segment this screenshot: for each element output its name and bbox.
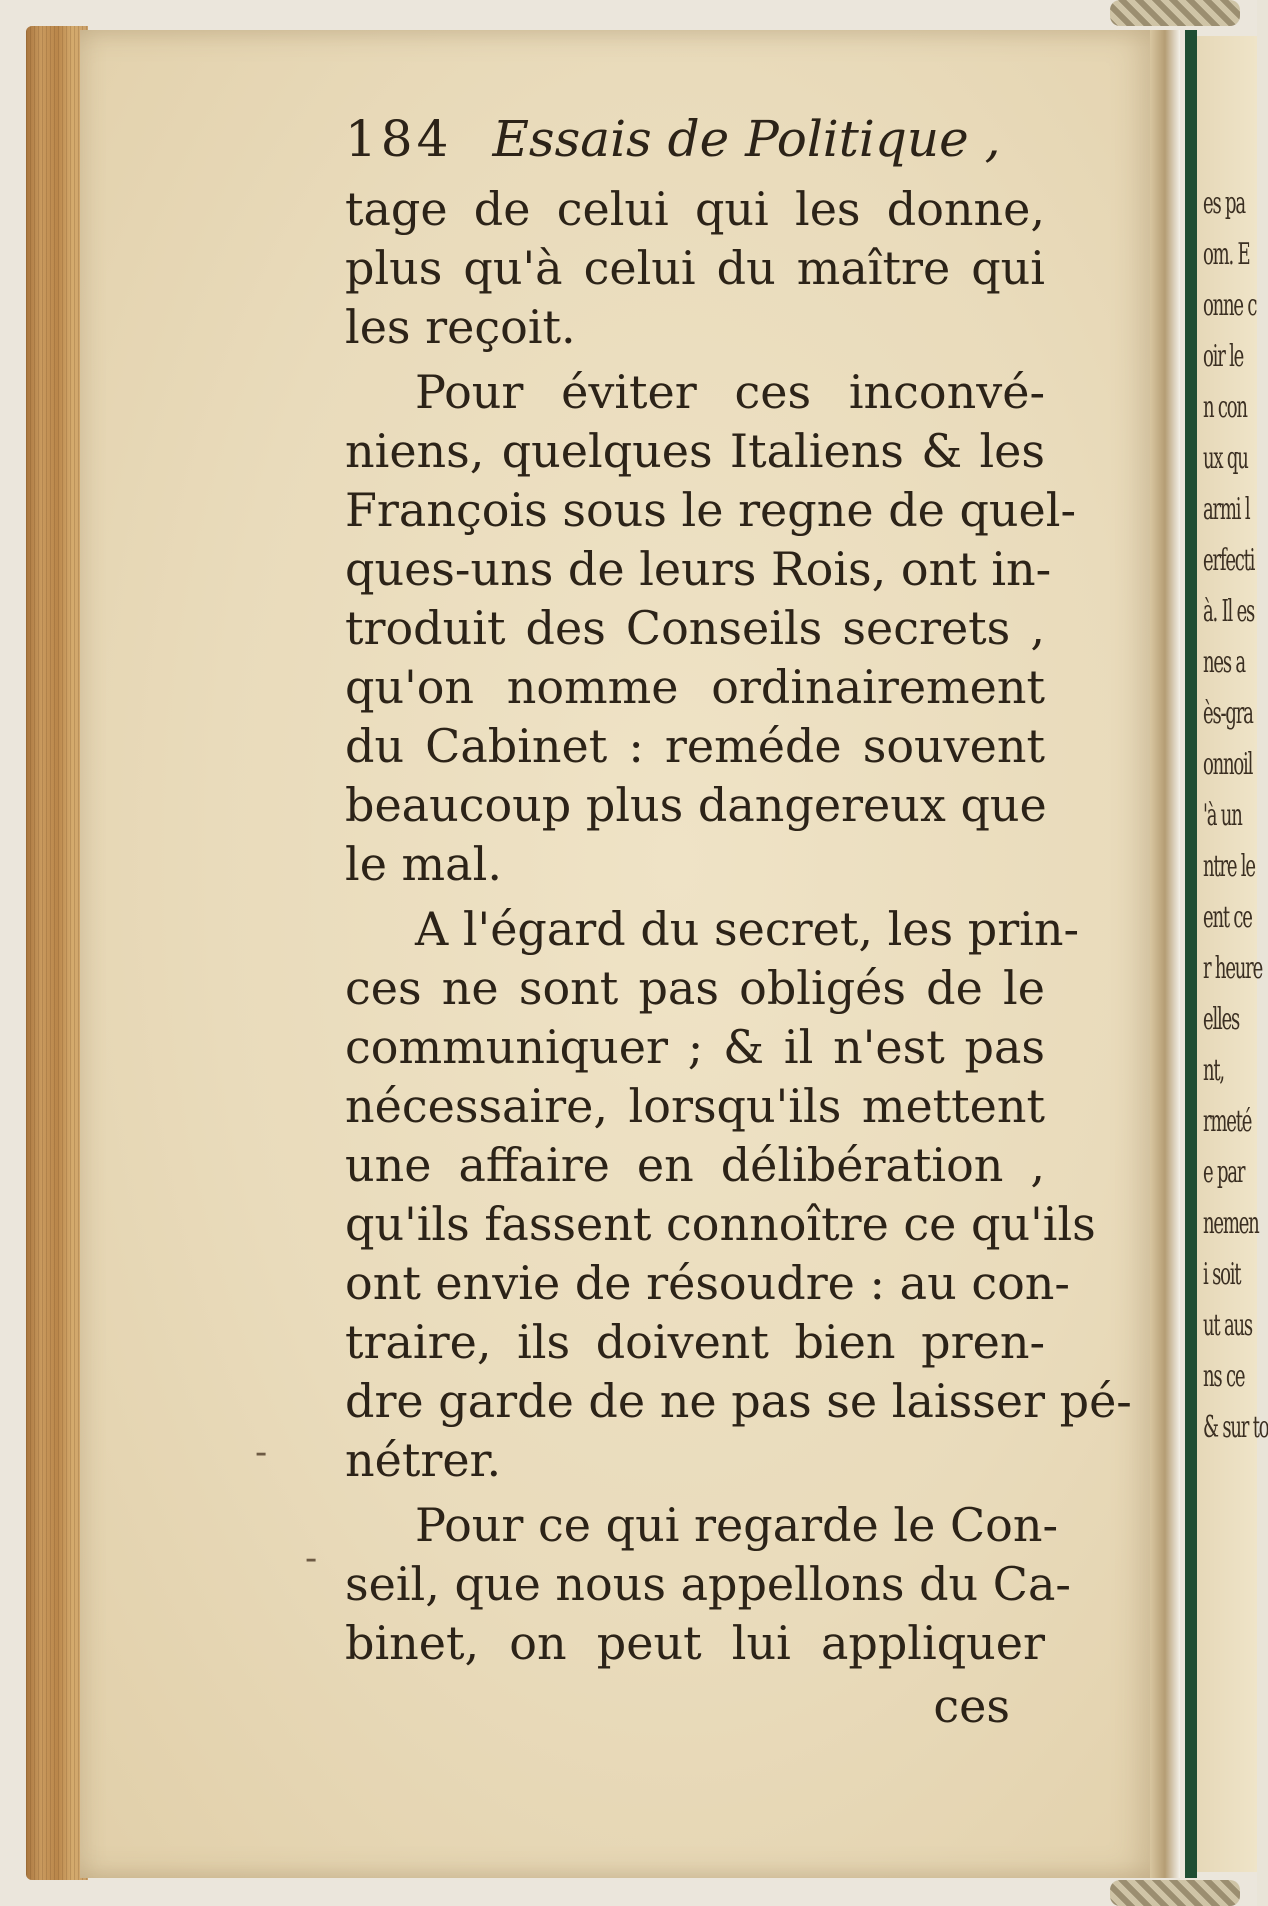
text-line: une affaire en délibération , [345,1138,1045,1192]
page-number: 184 [345,110,453,168]
text-line: qu'ils fassent connoître ce qu'ils [345,1197,1096,1251]
text-line: binet, on peut lui appliquer [345,1616,1045,1670]
facing-page-fragment: e par [1203,1155,1245,1190]
facing-page-fragment: onne c [1203,288,1257,323]
running-title: Essais de Politique , [492,110,1001,168]
book-gutter [1150,30,1180,1878]
text-line: les reçoit. [345,300,576,354]
facing-page-fragment: nt, [1203,1053,1224,1088]
cover-edge [1185,30,1197,1878]
text-line: beaucoup plus dangereux que [345,778,1047,832]
text-line: nécessaire, lorsqu'ils mettent [345,1079,1045,1133]
text-line: le mal. [345,837,502,891]
text-line: traire, ils doivent bien pren- [345,1315,1045,1369]
catchword: ces [933,1679,1010,1733]
paragraph [345,363,1077,894]
margin-mark: - [305,1538,318,1579]
facing-page-fragment: rmeté [1203,1104,1252,1139]
facing-page-fragment: ns ce [1203,1359,1245,1394]
facing-page-fragment: ntre le [1203,849,1255,884]
facing-page-fragment: i soit [1203,1257,1241,1292]
text-line: ces ne sont pas obligés de le [345,961,1045,1015]
facing-page-fragment: elles [1203,1002,1240,1037]
text-line: A l'égard du secret, les prin- [415,902,1080,956]
text-line: dre garde de ne pas se laisser pé- [345,1374,1132,1428]
facing-page-fragment: ux qu [1203,441,1248,476]
facing-page-fragment: n con [1203,390,1247,425]
binding-thread-bottom [1110,1880,1240,1906]
body-text [345,180,1132,1673]
facing-page-fragment: & sur to [1203,1410,1268,1445]
facing-page-fragment: es pa [1203,186,1245,221]
facing-page-fragment: ent ce [1203,900,1252,935]
text-line: Pour ce qui regarde le Con- [415,1498,1059,1552]
text-line: ques-uns de leurs Rois, ont in- [345,542,1052,596]
facing-page-fragment: nemen [1203,1206,1259,1241]
running-head [345,110,1045,180]
text-line: François sous le regne de quel- [345,483,1077,537]
text-line: plus qu'à celui du maître qui [345,241,1045,295]
paragraph [345,900,1132,1490]
facing-page [1197,36,1268,1872]
page-text [345,110,1132,1736]
text-line: niens, quelques Italiens & les [345,424,1045,478]
facing-page-fragment: nes a [1203,645,1245,680]
text-line: Pour éviter ces inconvé- [415,365,1045,419]
text-line: tage de celui qui les donne, [345,182,1045,236]
facing-page-fragment: à. Il es [1203,594,1255,629]
binding-thread-top [1110,0,1240,26]
text-line: du Cabinet : reméde souvent [345,719,1045,773]
text-line: ont envie de résoudre : au con- [345,1256,1070,1310]
paragraph [345,1496,1071,1673]
facing-page-fragment: oir le [1203,339,1244,374]
facing-page-fragment: armi l [1203,492,1250,527]
margin-mark: - [255,1432,268,1473]
facing-page-fragment: r heure [1203,951,1263,986]
text-line: seil, que nous appellons du Ca- [345,1557,1071,1611]
text-line: troduit des Conseils secrets , [345,601,1045,655]
facing-page-fragment: ès-gra [1203,696,1253,731]
facing-page-fragment: ut aus [1203,1308,1252,1343]
text-line: communiquer ; & il n'est pas [345,1020,1045,1074]
page-edges [26,26,88,1880]
facing-page-fragment: om. E [1203,237,1250,272]
text-line: nétrer. [345,1433,502,1487]
facing-page-fragment: 'à un [1203,798,1242,833]
paragraph [345,180,1045,357]
facing-page-fragment: erfecti [1203,543,1255,578]
text-line: qu'on nomme ordinairement [345,660,1045,714]
facing-page-fragment: onnoil [1203,747,1253,782]
